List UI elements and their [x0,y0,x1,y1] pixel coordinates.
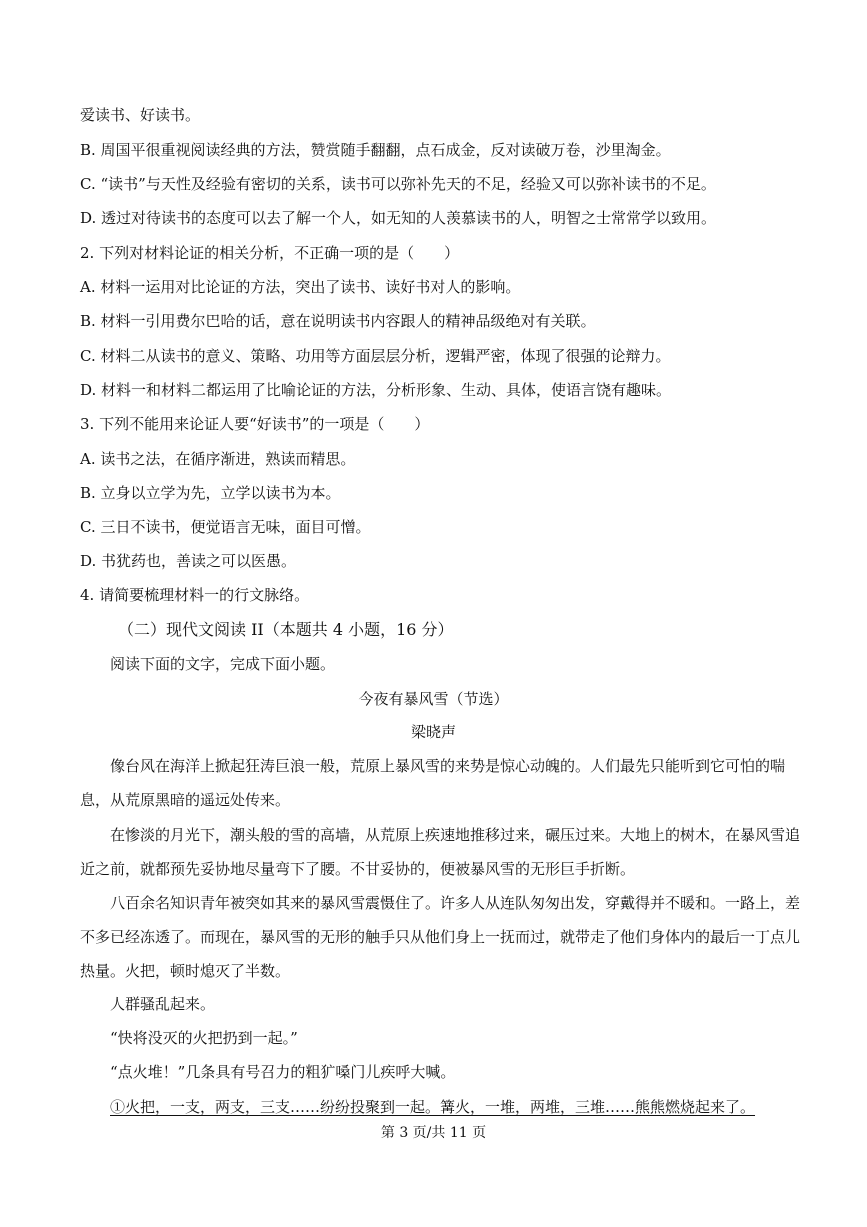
underlined-sentence-1: ①火把，一支，两支，三支……纷纷投聚到一起。篝火，一堆，两堆，三堆……熊熊燃烧起来了。 [110,1098,756,1116]
passage-line: 人群骚乱起来。 [110,995,216,1013]
passage-title: 今夜有暴风雪（节选） [358,690,509,708]
passage-dialogue-1: “快将没灭的火把扔到一起。” [110,1029,298,1047]
q3-option-b: B. 立身以立学为先，立学以读书为本。 [80,484,341,502]
passage-paragraph-2: 在惨淡的月光下，潮头般的雪的高墙，从荒原上疾速地推移过来，碾压过来。大地上的树木，在暴风雪追近之前，就都预先妥协地尽量弯下了腰。不甘妥协的，便被暴风雪的无形巨手折断。 [80,826,801,878]
question-2: 2. 下列对材料论证的相关分析，不正确一项的是（ ） [80,244,460,262]
reading-instruction: 阅读下面的文字，完成下面小题。 [110,655,336,673]
q1-option-b: B. 周国平很重视阅读经典的方法，赞赏随手翻翻，点石成金，反对读破万卷，沙里淘金。 [80,141,671,159]
passage-paragraph-3: 八百余名知识青年被突如其来的暴风雪震慑住了。许多人从连队匆匆出发，穿戴得并不暖和。一路上，差不多已经冻透了。而现在，暴风雪的无形的触手只从他们身上一抚而过，就带走了他们身体内的最后一丁点儿热量。火把，顿时熄灭了半数。 [80,894,801,980]
page-footer: 第 3 页/共 11 页 [380,1125,487,1141]
q1-option-c: C. “读书”与天性及经验有密切的关系，读书可以弥补先天的不足，经验又可以弥补读书的不足。 [80,175,716,193]
q3-option-c: C. 三日不读书，便觉语言无味，面目可憎。 [80,518,371,536]
question-3: 3. 下列不能用来论证人要“好读书”的一项是（ ） [80,415,430,433]
q3-option-d: D. 书犹药也，善读之可以医愚。 [80,552,297,570]
q2-option-a: A. 材料一运用对比论证的方法，突出了读书、读好书对人的影响。 [80,278,521,296]
q1-option-d: D. 透过对待读书的态度可以去了解一个人，如无知的人羡慕读书的人，明智之士常常学以致用。 [80,209,717,227]
q3-option-a: A. 读书之法，在循序渐进，熟读而精思。 [80,450,356,468]
q2-option-b: B. 材料一引用费尔巴哈的话，意在说明读书内容跟人的精神品级绝对有关联。 [80,312,596,330]
q2-option-c: C. 材料二从读书的意义、策略、功用等方面层层分析，逻辑严密，体现了很强的论辩力。 [80,347,671,365]
option-a-continuation: 爱读书、好读书。 [80,106,201,124]
question-4: 4. 请简要梳理材料一的行文脉络。 [80,586,310,604]
passage-author: 梁晓声 [410,723,456,741]
q2-option-d: D. 材料一和材料二都运用了比喻论证的方法，分析形象、生动、具体，使语言饶有趣味。 [80,381,672,399]
passage-paragraph-1: 像台风在海洋上掀起狂涛巨浪一般，荒原上暴风雪的来势是惊心动魄的。人们最先只能听到它可怕的喘息，从荒原黑暗的遥远处传来。 [80,757,786,809]
section-heading: （二）现代文阅读 II（本题共 4 小题，16 分） [118,620,454,639]
passage-dialogue-2: “点火堆！”几条具有号召力的粗犷嗓门儿疾呼大喊。 [110,1063,456,1081]
